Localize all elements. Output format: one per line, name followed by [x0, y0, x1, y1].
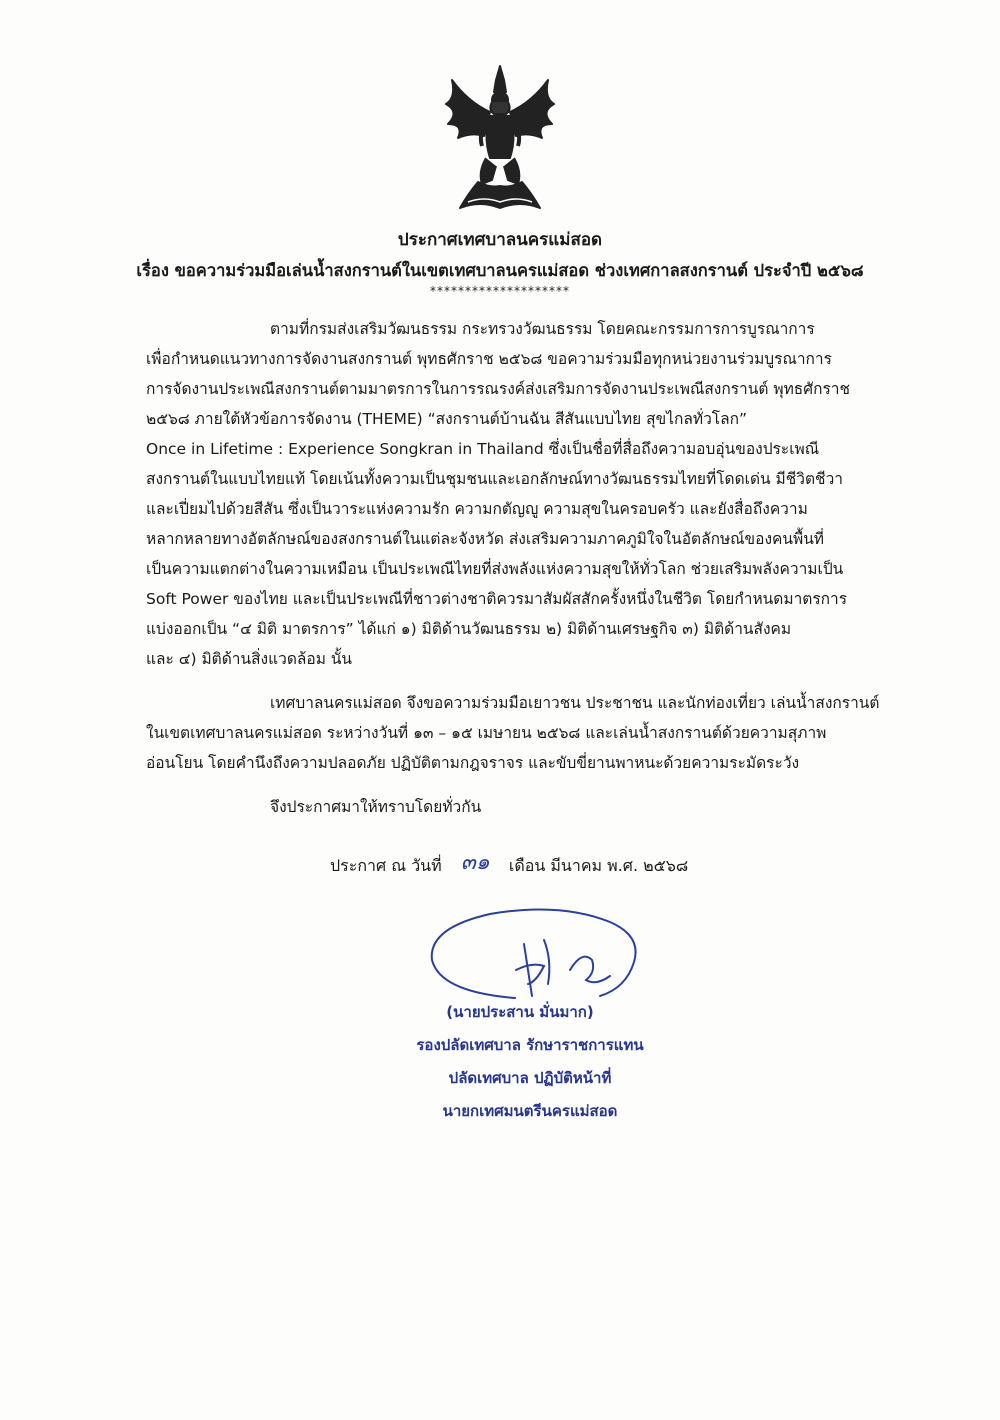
signatory-block [380, 996, 680, 1128]
text-line: แบ่งออกเป็น “๔ มิติ มาตรการ” ได้แก่ ๑) มิติด้านวัฒนธรรม ๒) มิติด้านเศรษฐกิจ ๓) มิติด้านสังคม [146, 620, 792, 638]
dateline-suffix: เดือน มีนาคม พ.ศ. ๒๕๖๘ [508, 856, 689, 875]
text-line: และเปี่ยมไปด้วยสีสัน ซึ่งเป็นวาระแห่งความรัก ความกตัญญู ความสุขในครอบครัว และยังสื่อถึงความ [146, 500, 808, 518]
text-line: Once in Lifetime : Experience Songkran in Thailand ซึ่งเป็นชื่อที่สื่อถึงความอบอุ่นของประเพณี [146, 440, 820, 458]
dateline [330, 846, 688, 881]
text-line: และ ๔) มิติด้านสิ่งแวดล้อม นั้น [146, 650, 353, 668]
text-line: เป็นความแตกต่างในความเหมือน เป็นประเพณีไทยที่ส่งพลังแห่งความสุขให้ทั่วโลก ช่วยเสริมพลังความเป็น [146, 560, 844, 578]
text-line: ตามที่กรมส่งเสริมวัฒนธรรม กระทรวงวัฒนธรรม โดยคณะกรรมการการบูรณาการ [270, 320, 815, 338]
text-line: หลากหลายทางอัตลักษณ์ของสงกรานต์ในแต่ละจังหวัด ส่งเสริมความภาคภูมิใจในอัตลักษณ์ของคนพื้นที่ [146, 530, 825, 548]
announcement-subject: เรื่อง ขอความร่วมมือเล่นน้ำสงกรานต์ในเขตเทศบาลนครแม่สอด ช่วงเทศกาลสงกรานต์ ประจำปี ๒๕๖๘ [136, 261, 864, 280]
text-line: อ่อนโยน โดยคำนึงถึงความปลอดภัย ปฏิบัติตามกฎจราจร และขับขี่ยานพาหนะด้วยความระมัดระวัง [146, 754, 800, 772]
garuda-emblem-icon [438, 62, 562, 212]
signatory-name: (นายประสาน มั่นมาก) [446, 1003, 594, 1021]
dateline-prefix: ประกาศ ณ วันที่ [330, 856, 442, 875]
announcement-title: ประกาศเทศบาลนครแม่สอด [397, 230, 603, 250]
body-paragraph-1 [146, 314, 916, 674]
separator: ******************** [430, 284, 570, 298]
signatory-position: นายกเทศมนตรีนครแม่สอด [442, 1102, 618, 1120]
text-line: ๒๕๖๘ ภายใต้หัวข้อการจัดงาน (THEME) “สงกรานต์บ้านฉัน สีสันแบบไทย สุขไกลทั่วโลก” [146, 410, 748, 428]
text-line: Soft Power ของไทย และเป็นประเพณีที่ชาวต่างชาติควรมาสัมผัสสักครั้งหนึ่งในชีวิต โดยกำหนดมาตรการ [146, 590, 848, 608]
text-line: ในเขตเทศบาลนครแม่สอด ระหว่างวันที่ ๑๓ – ๑๕ เมษายน ๒๕๖๘ และเล่นน้ำสงกรานต์ด้วยความสุภาพ [146, 724, 827, 742]
body-paragraph-2 [146, 688, 916, 778]
closing-line [270, 792, 770, 822]
handwritten-day: ๓๑ [460, 850, 490, 875]
signatory-position: ปลัดเทศบาล ปฏิบัติหน้าที่ [448, 1069, 612, 1087]
text-line: เทศบาลนครแม่สอด จึงขอความร่วมมือเยาวชน ประชาชน และนักท่องเที่ยว เล่นน้ำสงกรานต์ [270, 694, 880, 712]
signatory-position: รองปลัดเทศบาล รักษาราชการแทน [416, 1036, 644, 1054]
text-line: จึงประกาศมาให้ทราบโดยทั่วกัน [270, 798, 482, 816]
text-line: เพื่อกำหนดแนวทางการจัดงานสงกรานต์ พุทธศักราช ๒๕๖๘ ขอความร่วมมือทุกหน่วยงานร่วมบูรณาการ [146, 350, 832, 368]
text-line: สงกรานต์ในแบบไทยแท้ โดยเน้นทั้งความเป็นชุมชนและเอกลักษณ์ทางวัฒนธรรมไทยที่โดดเด่น มีชีวิตชีวา [146, 470, 843, 488]
text-line: การจัดงานประเพณีสงกรานต์ตามมาตรการในการรณรงค์ส่งเสริมการจัดงานประเพณีสงกรานต์ พุทธศักราช [146, 380, 851, 398]
